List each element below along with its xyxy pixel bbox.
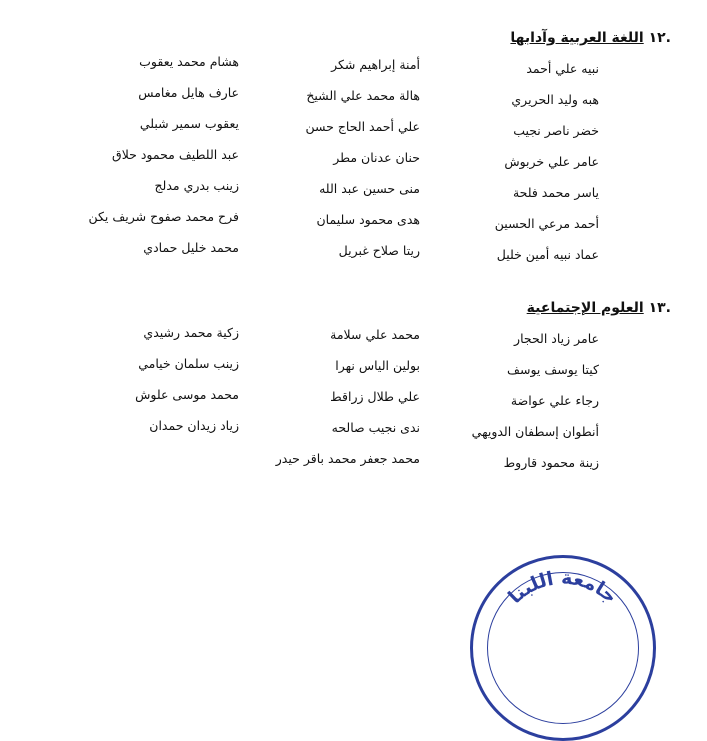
section-13-column-3 xyxy=(135,322,239,446)
name-entry: عامر زياد الحجار xyxy=(514,331,599,346)
name-entry: أنطوان إسطفان الدويهي xyxy=(471,424,599,439)
name-entry: يعقوب سمير شبلي xyxy=(139,116,239,131)
name-entry: رجاء علي عواضة xyxy=(510,393,599,408)
svg-text:جامعة اللبنا xyxy=(504,567,621,608)
name-entry: محمد علي سلامة xyxy=(330,327,420,342)
name-entry: منى حسين عبد الله xyxy=(319,181,420,196)
name-entry: كيتا يوسف يوسف xyxy=(507,362,599,377)
name-entry: زينب سلمان خيامي xyxy=(138,356,239,371)
name-entry: عارف هايل مغامس xyxy=(138,85,239,100)
name-entry: محمد موسى علوش xyxy=(135,387,239,402)
name-entry: أحمد مرعي الحسين xyxy=(494,216,599,231)
name-entry: زكية محمد رشيدي xyxy=(143,325,239,340)
name-entry: أمنة إبراهيم شكر xyxy=(331,57,420,72)
seal-text: جامعة اللبنا xyxy=(504,566,622,609)
name-entry: بولين الياس نهرا xyxy=(335,358,420,373)
section-12-title xyxy=(510,30,671,46)
name-entry: نبيه علي أحمد xyxy=(526,61,599,76)
name-entry: فرح محمد صفوح شريف يكن xyxy=(88,209,239,224)
section-13-number: .١٣ xyxy=(648,300,671,316)
name-entry: عماد نبيه أمين خليل xyxy=(496,247,599,262)
name-entry: هالة محمد علي الشيخ xyxy=(306,88,420,103)
name-entry: محمد خليل حمادي xyxy=(143,240,239,255)
name-entry: علي أحمد الحاج حسن xyxy=(305,119,420,134)
section-12-number: .١٢ xyxy=(648,30,671,46)
name-entry: حنان عدنان مطر xyxy=(333,150,420,165)
section-12-column-1 xyxy=(495,58,599,275)
section-13-title xyxy=(527,300,671,316)
name-entry: ريتا صلاح غبريل xyxy=(338,243,420,258)
section-13-column-2 xyxy=(276,324,420,479)
name-entry: زينة محمود قاروط xyxy=(503,455,599,470)
section-13-column-1 xyxy=(472,328,599,483)
name-entry: ياسر محمد فلحة xyxy=(512,185,599,200)
name-entry: زينب بدري مدلج xyxy=(154,178,239,193)
name-entry: زياد زيدان حمدان xyxy=(149,418,239,433)
name-entry: هشام محمد يعقوب xyxy=(139,54,239,69)
name-entry: محمد جعفر محمد باقر حيدر xyxy=(275,451,420,466)
section-13-heading: العلوم الإجتماعية xyxy=(526,300,644,316)
section-12-column-3 xyxy=(88,51,239,268)
name-entry: عبد اللطيف محمود حلاق xyxy=(112,147,239,162)
name-entry: علي طلال زراقط xyxy=(330,389,420,404)
seal-text-arc xyxy=(473,558,653,738)
name-entry: خضر ناصر نجيب xyxy=(513,123,599,138)
name-entry: هدى محمود سليمان xyxy=(316,212,420,227)
name-entry: ندى نجيب صالحه xyxy=(331,420,420,435)
university-seal xyxy=(470,555,656,741)
section-12-column-2 xyxy=(305,54,420,271)
name-entry: هبه وليد الحريري xyxy=(511,92,599,107)
name-entry: عامر علي خربوش xyxy=(504,154,599,169)
section-12-heading: اللغة العربية وآدابها xyxy=(510,30,644,46)
